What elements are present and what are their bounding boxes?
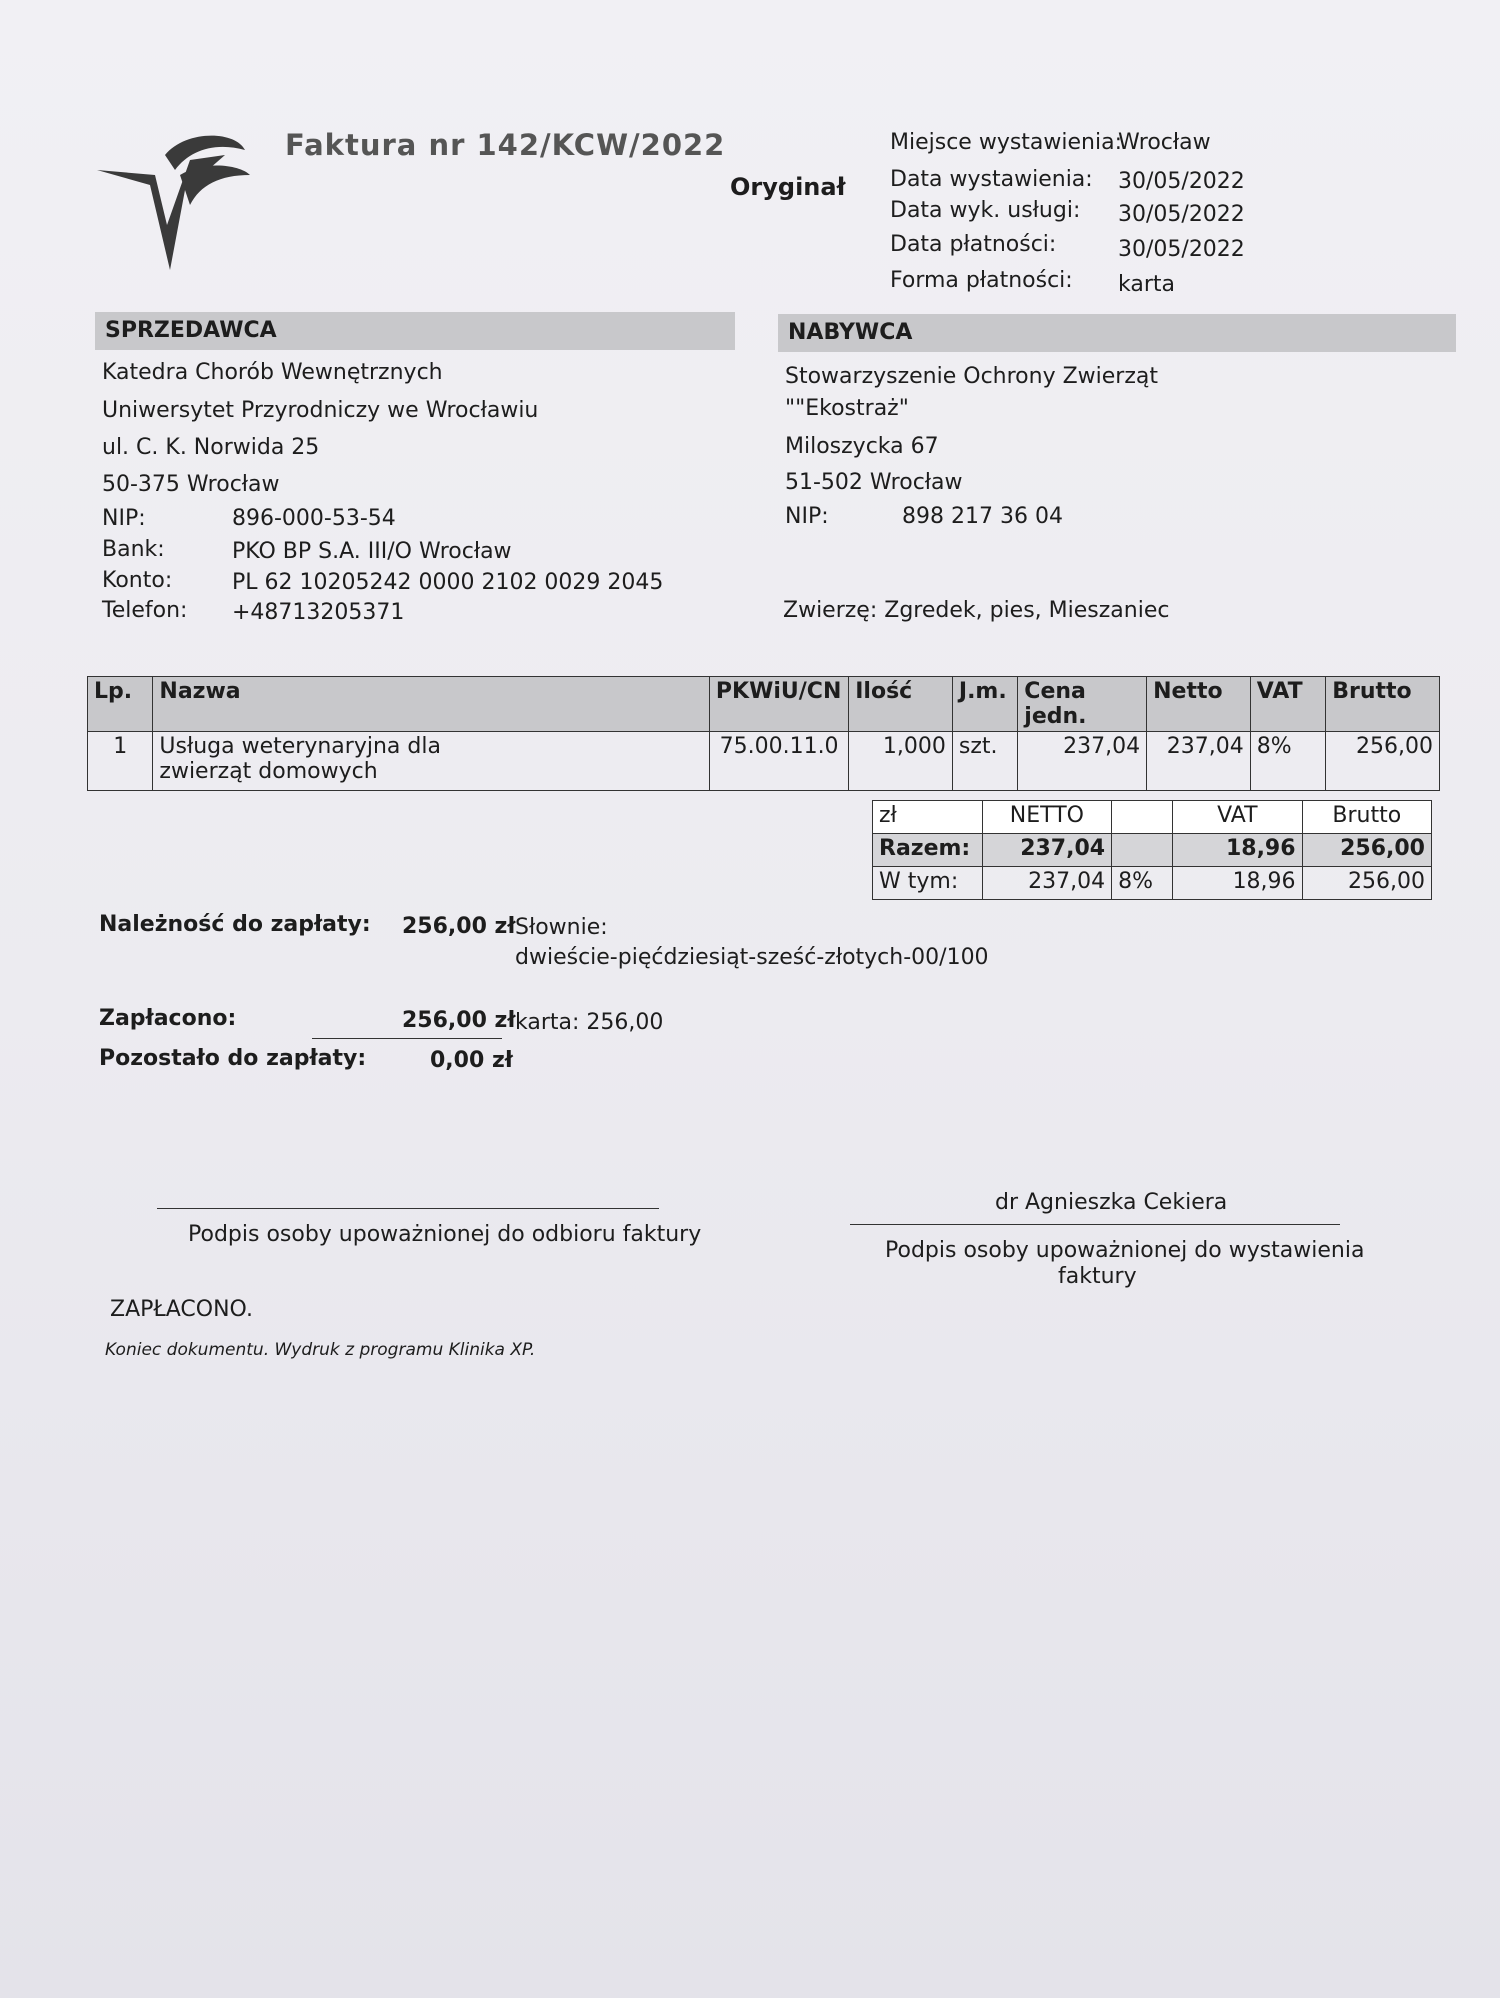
issuer-signature-line xyxy=(850,1224,1340,1225)
seller-field-label: NIP: xyxy=(102,506,146,531)
sum-total-gross: 256,00 xyxy=(1302,834,1431,867)
paid-value: 256,00 zł xyxy=(402,1008,516,1033)
paid-underline xyxy=(312,1038,502,1039)
meta-value: karta xyxy=(1118,272,1175,297)
issuer-signature-caption: Podpis osoby upoważnionej do wystawienia xyxy=(885,1238,1365,1263)
row-vat: 8% xyxy=(1250,732,1325,791)
sum-h-vat: VAT xyxy=(1173,801,1302,834)
col-name: Nazwa xyxy=(153,677,710,732)
sum-total-net: 237,04 xyxy=(982,834,1111,867)
summary-table xyxy=(872,800,1432,900)
col-net: Netto xyxy=(1147,677,1251,732)
col-unit: J.m. xyxy=(952,677,1017,732)
col-price: Cena jedn. xyxy=(1018,677,1147,732)
row-name-line1: Usługa weterynaryjna dla xyxy=(159,734,441,759)
remaining-label: Pozostało do zapłaty: xyxy=(99,1046,367,1071)
seller-line: Katedra Chorób Wewnętrznych xyxy=(102,360,443,385)
col-pkwiu: PKWiU/CN xyxy=(709,677,848,732)
buyer-line: Miloszycka 67 xyxy=(785,434,939,459)
meta-value: 30/05/2022 xyxy=(1118,202,1245,227)
seller-header-label: SPRZEDAWCA xyxy=(105,318,277,343)
sum-currency: zł xyxy=(873,801,983,834)
paid-stamp: ZAPŁACONO. xyxy=(110,1297,253,1322)
col-lp: Lp. xyxy=(88,677,153,732)
meta-label: Miejsce wystawienia: xyxy=(890,130,1122,155)
summary-header-row xyxy=(873,801,1432,834)
sum-incl-net: 237,04 xyxy=(982,867,1111,900)
animal-info: Zwierzę: Zgredek, pies, Mieszaniec xyxy=(783,598,1170,623)
row-price: 237,04 xyxy=(1018,732,1147,791)
col-vat: VAT xyxy=(1250,677,1325,732)
receiver-signature-line xyxy=(157,1208,659,1209)
end-note: Koniec dokumentu. Wydruk z programu Klinika XP. xyxy=(105,1340,536,1360)
row-pkwiu: 75.00.11.0 xyxy=(709,732,848,791)
sum-h-rate xyxy=(1112,801,1173,834)
summary-total-row xyxy=(873,834,1432,867)
seller-field-value: PKO BP S.A. III/O Wrocław xyxy=(232,539,512,564)
buyer-header xyxy=(778,314,1456,352)
issuer-name: dr Agnieszka Cekiera xyxy=(995,1190,1228,1215)
meta-label: Data wystawienia: xyxy=(890,167,1093,192)
buyer-line: 51-502 Wrocław xyxy=(785,470,963,495)
seller-field-label: Telefon: xyxy=(102,598,188,623)
seller-line: 50-375 Wrocław xyxy=(102,472,280,497)
sum-total-vat: 18,96 xyxy=(1173,834,1302,867)
buyer-line: Stowarzyszenie Ochrony Zwierząt xyxy=(785,364,1159,389)
col-gross: Brutto xyxy=(1326,677,1440,732)
meta-label: Data wyk. usługi: xyxy=(890,198,1081,223)
summary-incl-row xyxy=(873,867,1432,900)
buyer-header-label: NABYWCA xyxy=(788,320,913,345)
buyer-line: ""Ekostraż" xyxy=(785,396,909,421)
row-lp: 1 xyxy=(88,732,153,791)
row-net: 237,04 xyxy=(1147,732,1251,791)
meta-label: Forma płatności: xyxy=(890,268,1073,293)
seller-header xyxy=(95,312,735,350)
seller-field-value: PL 62 10205242 0000 2102 0029 2045 xyxy=(232,570,664,595)
meta-value: 30/05/2022 xyxy=(1118,169,1245,194)
sum-incl-rate: 8% xyxy=(1112,867,1173,900)
seller-field-value: +48713205371 xyxy=(232,600,405,625)
table-row xyxy=(88,732,1440,791)
sum-incl-label: W tym: xyxy=(873,867,983,900)
sum-h-gross: Brutto xyxy=(1302,801,1431,834)
invoice-title: Faktura nr 142/KCW/2022 xyxy=(285,128,726,162)
sum-incl-gross: 256,00 xyxy=(1302,867,1431,900)
meta-label: Data płatności: xyxy=(890,232,1057,257)
words-label: Słownie: xyxy=(515,915,608,940)
buyer-nip: 898 217 36 04 xyxy=(902,504,1063,529)
seller-line: ul. C. K. Norwida 25 xyxy=(102,435,320,460)
issuer-signature-caption-2: faktury xyxy=(1058,1264,1137,1289)
sum-h-net: NETTO xyxy=(982,801,1111,834)
remaining-value: 0,00 zł xyxy=(430,1048,513,1073)
due-label: Należność do zapłaty: xyxy=(99,912,371,937)
items-table xyxy=(87,676,1440,791)
sum-incl-vat: 18,96 xyxy=(1173,867,1302,900)
paid-method: karta: 256,00 xyxy=(515,1010,664,1035)
row-name-line2: zwierząt domowych xyxy=(159,759,378,784)
sum-total-rate xyxy=(1112,834,1173,867)
row-name xyxy=(153,732,710,791)
sum-total-label: Razem: xyxy=(873,834,983,867)
due-value: 256,00 zł xyxy=(402,914,516,939)
amount-in-words: dwieście-pięćdziesiąt-sześć-złotych-00/100 xyxy=(515,945,989,970)
clinic-logo-icon xyxy=(95,130,255,275)
items-header-row xyxy=(88,677,1440,732)
meta-value: Wrocław xyxy=(1118,130,1211,155)
seller-field-label: Bank: xyxy=(102,537,165,562)
row-gross: 256,00 xyxy=(1326,732,1440,791)
seller-field-value: 896-000-53-54 xyxy=(232,506,396,531)
receiver-signature-caption: Podpis osoby upoważnionej do odbioru faktury xyxy=(188,1222,702,1247)
seller-field-label: Konto: xyxy=(102,568,173,593)
paid-label: Zapłacono: xyxy=(99,1006,237,1031)
meta-value: 30/05/2022 xyxy=(1118,237,1245,262)
row-qty: 1,000 xyxy=(849,732,953,791)
col-qty: Ilość xyxy=(849,677,953,732)
copy-label: Oryginał xyxy=(730,173,846,201)
seller-line: Uniwersytet Przyrodniczy we Wrocławiu xyxy=(102,398,539,423)
row-unit: szt. xyxy=(952,732,1017,791)
buyer-nip-label: NIP: xyxy=(785,504,829,529)
